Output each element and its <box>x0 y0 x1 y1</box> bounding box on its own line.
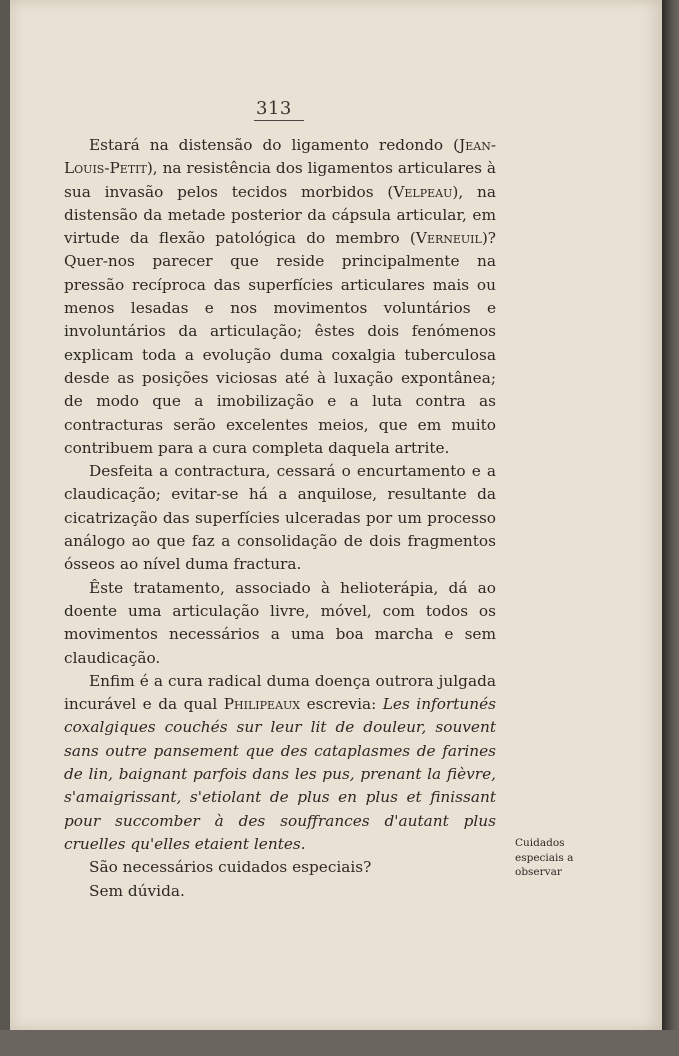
paragraph <box>64 577 496 670</box>
text-run: Enfim é a cura radical duma doença outrora julgada incurável e da qual <box>64 671 496 714</box>
paragraph <box>64 134 496 460</box>
text-run: )? Quer-nos parecer que reside principalmente na pressão recíproca das superfícies articulares mais ou menos lesadas e nos movimentos voluntários e involuntários da articulação; êstes dois fenómenos explicam toda a evolução duma coxalgia tuberculosa desde as posições viciosas até à luxação expontânea; de modo que a imobilização e a luta contra as contracturas serão excelentes meios, que em muito contribuem para a cura completa daquela artrite. <box>64 229 496 457</box>
page-bottom-shadow <box>0 1030 679 1056</box>
text-run: São necessários cuidados especiais? <box>89 858 372 877</box>
author-name: Philipeaux <box>223 695 301 714</box>
author-name: Verneuil <box>415 229 482 248</box>
text-run: ), na distensão da metade posterior da cápsula articular, em virtude da flexão patológica do membro ( <box>64 182 496 248</box>
text-run: Sem dúvida. <box>89 881 185 900</box>
page-number-rule <box>254 120 304 121</box>
text-run: Desfeita a contractura, cessará o encurtamento e a claudicação; evitar-se há a anquilose, resultante da cicatrização das superfícies ulceradas por um processo análogo ao que faz a consolidação de dois fragmentos ósseos ao nível duma fractura. <box>64 462 496 574</box>
text-run: Êste tratamento, associado à helioterápia, dá ao doente uma articulação livre, móvel, com todos os movimentos necessários a uma boa marcha e sem claudicação. <box>64 578 496 667</box>
page-number: 313 <box>256 98 292 119</box>
french-quotation: Les infortunés coxalgiques couchés sur leur lit de douleur, souvent sans outre pansement que des cataplasmes de farines de lin, baignant parfois dans les pus, prenant la fièvre, s'amaigrissant, s'etiolant de plus en plus et finissant pour succomber à des souffrances d'autant plus cruelles qu'elles etaient lentes. <box>64 695 496 853</box>
author-name: Jean-Louis-Petit <box>64 136 496 178</box>
paragraph <box>64 460 496 576</box>
text-run: Estará na distensão do ligamento redondo ( <box>89 136 460 154</box>
paragraph-answer <box>64 880 496 903</box>
author-name: Velpeau <box>393 182 453 201</box>
paragraph <box>64 670 496 856</box>
body-text <box>64 134 496 903</box>
text-run: escrevia: <box>300 695 383 714</box>
margin-note: Cuidados especiais a observar <box>515 837 574 878</box>
page-edge-shadow <box>662 0 679 1030</box>
text-run: ), na resistência dos ligamentos articulares à sua invasão pelos tecidos morbidos ( <box>64 159 496 201</box>
paragraph-question <box>64 856 496 879</box>
